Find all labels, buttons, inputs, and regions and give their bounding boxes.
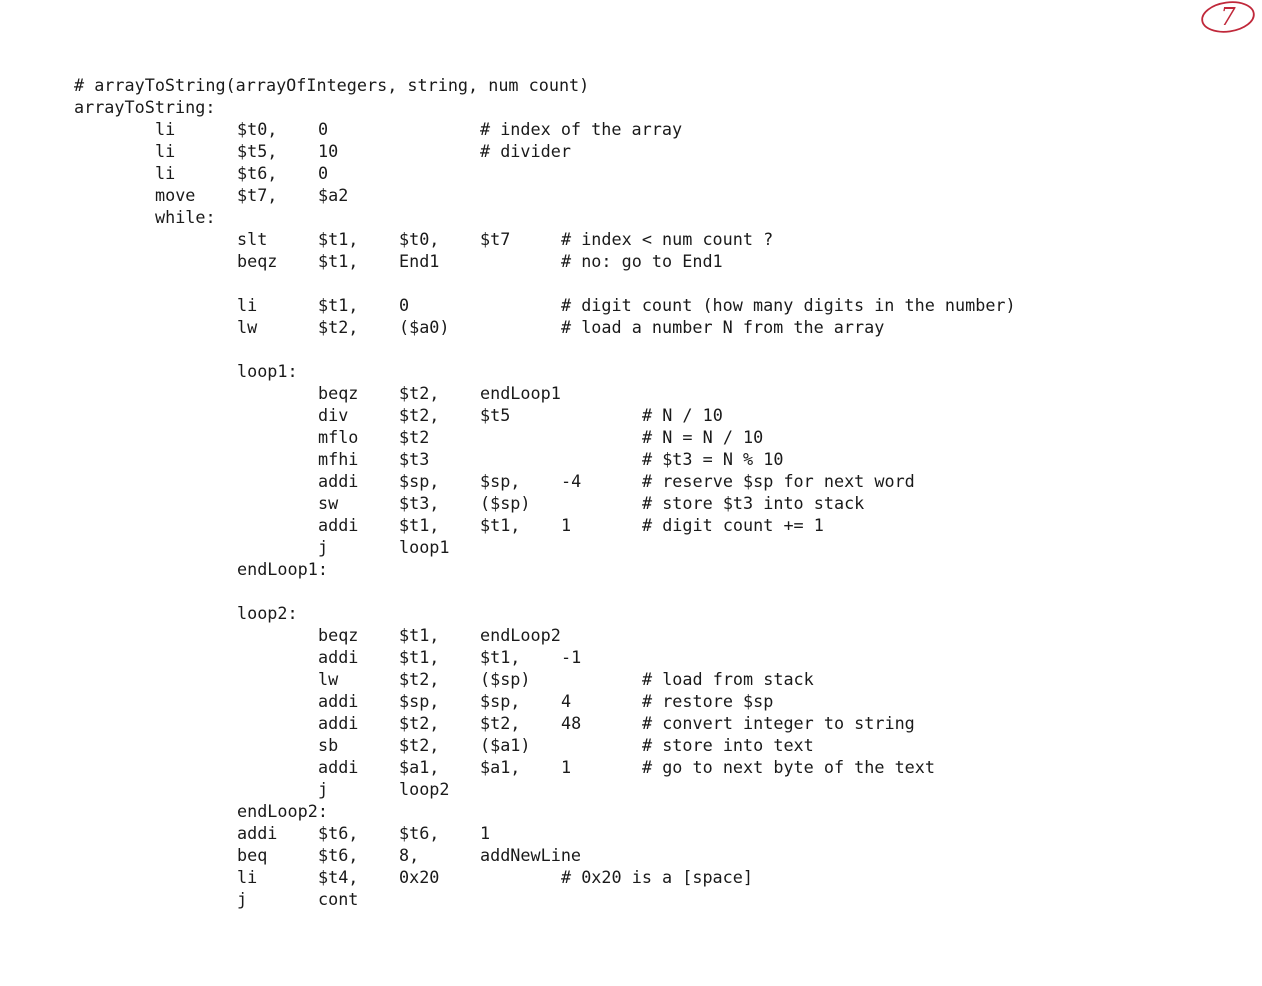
code-token: loop1: [237, 361, 298, 381]
code-comment: # load from stack [642, 669, 814, 689]
code-line-instr-beqz-endloop1 [0, 382, 1262, 404]
code-token: $t2, [399, 713, 440, 733]
code-token: ($sp) [480, 493, 531, 513]
code-token: mfhi [318, 449, 359, 469]
code-token: 1 [561, 515, 572, 535]
code-token: 1 [480, 823, 491, 843]
code-token: endLoop1 [480, 383, 561, 403]
code-comment: # restore $sp [642, 691, 774, 711]
code-comment: # index < num count ? [561, 229, 774, 249]
code-token: $t2, [318, 317, 359, 337]
code-line-instr-lw-stack [0, 668, 1262, 690]
code-comment: # divider [480, 141, 571, 161]
code-token: ($a1) [480, 735, 531, 755]
code-token: $sp, [399, 691, 440, 711]
code-comment: # reserve $sp for next word [642, 471, 915, 491]
code-token: End1 [399, 251, 440, 271]
code-token: $t7 [480, 229, 511, 249]
code-token: 1 [561, 757, 572, 777]
code-token: $t7, [237, 185, 278, 205]
code-token: endLoop1: [237, 559, 328, 579]
code-line-instr-sb [0, 734, 1262, 756]
code-token: $t3, [399, 493, 440, 513]
code-token: move [155, 185, 196, 205]
code-token: beqz [318, 383, 359, 403]
code-line-instr-j-loop1 [0, 536, 1262, 558]
code-token: addNewLine [480, 845, 582, 865]
code-token: addi [237, 823, 278, 843]
code-token: -1 [561, 647, 582, 667]
code-token: $t5 [480, 405, 511, 425]
code-token: sw [318, 493, 339, 513]
code-token: $t2 [399, 427, 430, 447]
code-line-label-endLoop1 [0, 558, 1262, 580]
code-comment: # store $t3 into stack [642, 493, 865, 513]
code-token: loop2 [399, 779, 450, 799]
code-token: $sp, [399, 471, 440, 491]
code-line-instr-j-loop2 [0, 778, 1262, 800]
code-token: $t5, [237, 141, 278, 161]
code-token: $t2, [480, 713, 521, 733]
code-line-instr-addi-t1-inc [0, 514, 1262, 536]
code-comment: # arrayToString(arrayOfIntegers, string, num count) [74, 75, 590, 95]
code-token: 8, [399, 845, 420, 865]
code-token: endLoop2: [237, 801, 328, 821]
code-comment: # digit count += 1 [642, 515, 824, 535]
code-line-label-arrayToString [0, 96, 1262, 118]
code-token: 10 [318, 141, 339, 161]
code-token: $a1, [399, 757, 440, 777]
code-token: $t6, [399, 823, 440, 843]
code-token: lw [237, 317, 258, 337]
code-token: $t1, [318, 295, 359, 315]
code-line-instr-li-t4 [0, 866, 1262, 888]
code-token: while: [155, 207, 216, 227]
code-token: loop2: [237, 603, 298, 623]
code-token: endLoop2 [480, 625, 561, 645]
code-comment: # index of the array [480, 119, 683, 139]
code-token: li [155, 141, 176, 161]
code-token: j [318, 779, 329, 799]
code-token: addi [318, 647, 359, 667]
code-line-instr-addi-a1 [0, 756, 1262, 778]
code-line-instr-beq-newline [0, 844, 1262, 866]
code-token: li [155, 119, 176, 139]
code-line-instr-div [0, 404, 1262, 426]
code-token: addi [318, 691, 359, 711]
code-token: 4 [561, 691, 572, 711]
code-token: li [237, 295, 258, 315]
code-line-label-loop1 [0, 360, 1262, 382]
code-token: $t2, [399, 405, 440, 425]
code-line-instr-mflo [0, 426, 1262, 448]
code-line-instr-beqz-endloop2 [0, 624, 1262, 646]
code-token: 48 [561, 713, 582, 733]
code-line-instr-addi-sp-pos [0, 690, 1262, 712]
code-line-label-while [0, 206, 1262, 228]
code-comment: # digit count (how many digits in the number) [561, 295, 1016, 315]
code-token: j [237, 889, 248, 909]
code-token: beq [237, 845, 268, 865]
code-line-instr-li-t6 [0, 162, 1262, 184]
code-token: ($sp) [480, 669, 531, 689]
page-number: 7 [1220, 3, 1236, 31]
code-token: addi [318, 757, 359, 777]
code-line-instr-addi-t6 [0, 822, 1262, 844]
code-token: 0 [399, 295, 410, 315]
code-line-label-endLoop2 [0, 800, 1262, 822]
code-token: cont [318, 889, 359, 909]
code-line-instr-slt [0, 228, 1262, 250]
code-token: sb [318, 735, 339, 755]
code-token: beqz [318, 625, 359, 645]
code-token: 0 [318, 119, 329, 139]
code-line-instr-move-t7 [0, 184, 1262, 206]
code-token: addi [318, 515, 359, 535]
code-token: loop1 [399, 537, 450, 557]
code-token: 0x20 [399, 867, 440, 887]
code-line-instr-li-t5 [0, 140, 1262, 162]
code-comment: # no: go to End1 [561, 251, 723, 271]
code-token: -4 [561, 471, 582, 491]
code-token: $a2 [318, 185, 349, 205]
code-line-instr-li-t1 [0, 294, 1262, 316]
code-line-instr-addi-t1-dec [0, 646, 1262, 668]
code-line-instr-addi-sp-neg [0, 470, 1262, 492]
code-token: $t1, [399, 515, 440, 535]
code-line-instr-j-cont [0, 888, 1262, 910]
code-token: li [237, 867, 258, 887]
code-line-instr-mfhi [0, 448, 1262, 470]
code-line-instr-beqz-end1 [0, 250, 1262, 272]
code-comment: # 0x20 is a [space] [561, 867, 753, 887]
code-token: $t1, [318, 251, 359, 271]
code-token: div [318, 405, 349, 425]
code-comment: # N / 10 [642, 405, 723, 425]
code-comment: # load a number N from the array [561, 317, 885, 337]
code-token: j [318, 537, 329, 557]
code-comment: # store into text [642, 735, 814, 755]
code-token: slt [237, 229, 268, 249]
code-token: li [155, 163, 176, 183]
code-token: arrayToString: [74, 97, 216, 117]
code-comment: # $t3 = N % 10 [642, 449, 784, 469]
code-token: $a1, [480, 757, 521, 777]
code-token: $t1, [318, 229, 359, 249]
code-line-instr-sw [0, 492, 1262, 514]
code-token: mflo [318, 427, 359, 447]
code-comment: # go to next byte of the text [642, 757, 935, 777]
code-comment: # N = N / 10 [642, 427, 764, 447]
page-number-mark [1199, 0, 1257, 36]
code-token: $t1, [480, 647, 521, 667]
code-token: $t2, [399, 669, 440, 689]
code-token: $t2, [399, 383, 440, 403]
code-token: addi [318, 471, 359, 491]
code-line-instr-li-t0 [0, 118, 1262, 140]
code-token: 0 [318, 163, 329, 183]
code-token: $sp, [480, 471, 521, 491]
code-line-instr-lw-t2 [0, 316, 1262, 338]
code-token: $t0, [237, 119, 278, 139]
code-token: beqz [237, 251, 278, 271]
code-line-header-comment [0, 74, 1262, 96]
code-token: $t4, [318, 867, 359, 887]
code-token: $t1, [480, 515, 521, 535]
code-token: $t3 [399, 449, 430, 469]
code-comment: # convert integer to string [642, 713, 915, 733]
code-token: lw [318, 669, 339, 689]
code-token: $t0, [399, 229, 440, 249]
code-line-instr-addi-ascii [0, 712, 1262, 734]
code-token: $sp, [480, 691, 521, 711]
code-token: $t6, [237, 163, 278, 183]
code-token: addi [318, 713, 359, 733]
code-token: $t2, [399, 735, 440, 755]
code-token: ($a0) [399, 317, 450, 337]
code-token: $t6, [318, 845, 359, 865]
code-line-label-loop2 [0, 602, 1262, 624]
code-token: $t6, [318, 823, 359, 843]
code-token: $t1, [399, 625, 440, 645]
code-token: $t1, [399, 647, 440, 667]
